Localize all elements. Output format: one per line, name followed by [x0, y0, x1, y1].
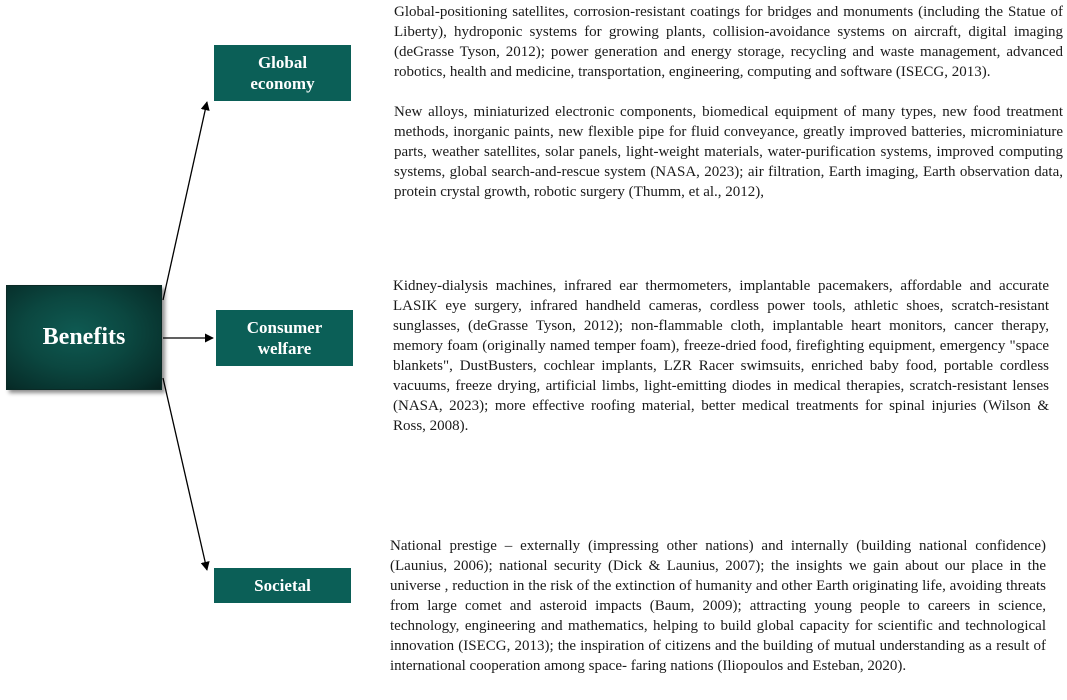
benefits-root-node: [6, 285, 162, 390]
consumer-welfare-label-line2: welfare: [257, 339, 312, 358]
global-economy-node: [214, 45, 351, 101]
consumer-welfare-label: [247, 317, 323, 359]
arrow-to-societal: [163, 378, 207, 570]
arrow-to-global-economy: [163, 102, 207, 300]
global-economy-label-line2: economy: [250, 74, 315, 93]
consumer-welfare-label-line1: Consumer: [246, 318, 323, 337]
global-economy-description-2: New alloys, miniaturized electronic components, biomedical equipment of many types, new food treatment methods, inorganic paints, new flexible pipe for fluid conveyance, greatly improved batteries, microminiature parts, weather satellites, solar panels, light-weight materials, water-purification systems, improved computing systems, global search-and-rescue system (NASA, 2023); air filtration, Earth imaging, Earth observation data, protein crystal growth, robotic surgery (Thumm, et al., 2012),: [394, 104, 1063, 200]
societal-node: [214, 568, 351, 603]
global-economy-label-line1: Global: [257, 53, 308, 72]
global-economy-description-1: Global-positioning satellites, corrosion-resistant coatings for bridges and monuments (including the Statue of Liberty), hydroponic systems for growing plants, collision-avoidance systems on aircraft, digital imaging (deGrasse Tyson, 2012); power generation and energy storage, recycling and waste management, advanced robotics, health and medicine, transportation, engineering, computing and software (ISECG, 2013).: [394, 4, 1063, 80]
global-economy-label: [250, 52, 314, 94]
benefits-label: Benefits: [42, 324, 126, 350]
consumer-welfare-description: Kidney-dialysis machines, infrared ear thermometers, implantable pacemakers, affordable and accurate LASIK eye surgery, infrared handheld cameras, cordless power tools, athletic shoes, scratch-resistant sunglasses, (deGrasse Tyson, 2012); non-flammable cloth, implantable heart monitors, cancer therapy, memory foam (originally named temper foam), freeze-dried food, firefighting equipment, emergency "space blankets", DustBusters, cochlear implants, LZR Racer swimsuits, enriched baby food, portable cordless vacuums, freeze drying, artificial limbs, light-emitting diodes in medical therapies, scratch-resistant lenses (NASA, 2023); more effective roofing material, better medical treatments for spinal injuries (Wilson & Ross, 2008).: [393, 278, 1049, 434]
societal-description: National prestige – externally (impressing other nations) and internally (building national confidence) (Launius, 2006); national security (Dick & Launius, 2007); the insights we gain about our place in the universe , reduction in the risk of the extinction of humanity and other Earth originating life, avoiding threats from large comet and asteroid impacts (Baum, 2009); attracting young people to careers in science, technology, engineering and mathematics, helping to build global capacity for scientific and technological innovation (ISECG, 2013); the inspiration of citizens and the building of mutual understanding as a result of international cooperation among space- faring nations (Iliopoulos and Esteban, 2020).: [390, 538, 1046, 674]
societal-label: Societal: [254, 576, 311, 595]
consumer-welfare-node: [216, 310, 353, 366]
